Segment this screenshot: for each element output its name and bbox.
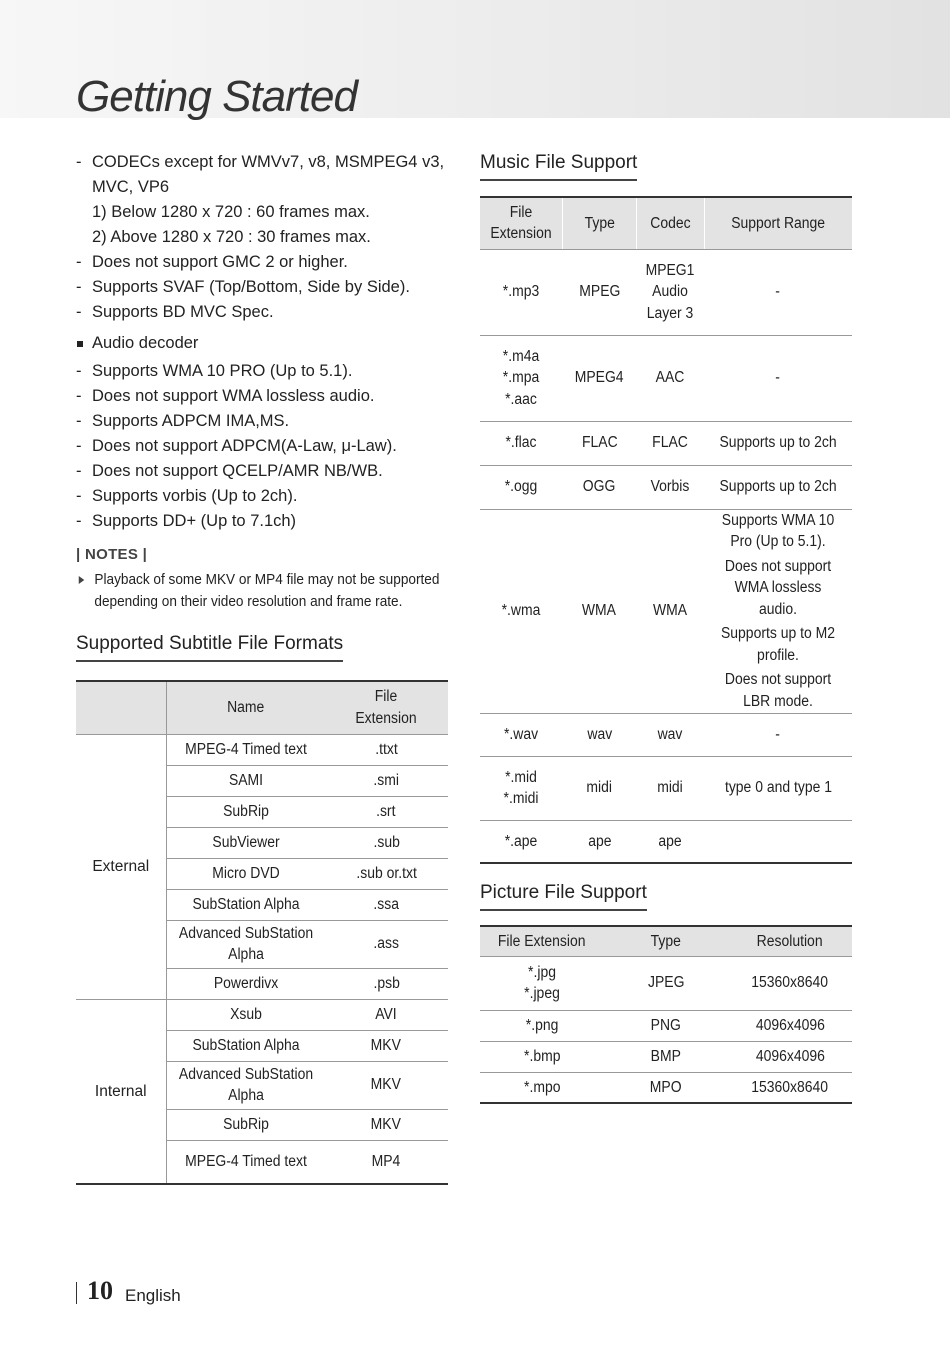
list-item: 2) Above 1280 x 720 : 30 frames max.	[92, 228, 371, 246]
table-row	[480, 335, 852, 421]
table-cell: MPEG-4 Timed text	[166, 1140, 325, 1184]
table-header: File Extension	[480, 926, 604, 956]
table-cell: 4096x4096	[728, 1041, 852, 1072]
table-cell: *.png	[480, 1010, 604, 1041]
table-cell: OGG	[562, 465, 636, 509]
table-header	[76, 681, 166, 734]
left-column	[76, 150, 448, 1185]
table-row	[480, 820, 852, 863]
table-cell: 15360x8640	[728, 1072, 852, 1103]
table-row	[480, 756, 852, 820]
table-cell: .ass	[325, 920, 449, 968]
list-item: - Does not support ADPCM(A-Law, μ-Law).	[76, 434, 448, 459]
table-cell: wav	[637, 713, 704, 756]
table-cell: .sub or.txt	[325, 858, 449, 889]
list-item: - Supports WMA 10 PRO (Up to 5.1).	[76, 359, 448, 384]
table-cell	[704, 713, 852, 756]
table-row	[480, 421, 852, 465]
table-cell: MP4	[325, 1140, 449, 1184]
table-row	[480, 1010, 852, 1041]
table-header: Codec	[637, 197, 704, 249]
table-cell	[704, 820, 852, 863]
list-item: - Supports SVAF (Top/Bottom, Side by Side).	[76, 275, 448, 300]
table-cell: *.ape	[480, 820, 562, 863]
table-cell: External	[76, 734, 166, 999]
table-cell: SubViewer	[166, 827, 325, 858]
audio-decoder-heading: Audio decoder	[76, 331, 448, 356]
picture-section-title: Picture File Support	[480, 882, 647, 911]
table-cell: Advanced SubStation Alpha	[166, 1061, 325, 1109]
table-header: Support Range	[704, 197, 852, 249]
right-column	[480, 150, 852, 1104]
list-item: - Does not support WMA lossless audio.	[76, 384, 448, 409]
note-item: Playback of some MKV or MP4 file may not be supported depending on their video resolution and frame rate.	[76, 569, 466, 613]
support-range-line: -	[775, 725, 781, 743]
table-cell: ape	[637, 820, 704, 863]
table-cell: BMP	[604, 1041, 728, 1072]
table-cell: FLAC	[637, 421, 704, 465]
table-cell: AAC	[637, 335, 704, 421]
table-cell	[704, 421, 852, 465]
picture-table	[480, 925, 852, 1104]
table-cell	[704, 509, 852, 713]
list-item: - CODECs except for WMVv7, v8, MSMPEG4 v3, MVC, VP6	[76, 150, 448, 200]
table-cell	[704, 756, 852, 820]
table-cell: Xsub	[166, 999, 325, 1030]
page-number: 10	[87, 1276, 113, 1305]
table-cell: SubStation Alpha	[166, 1030, 325, 1061]
support-range-line	[708, 831, 848, 853]
table-cell: .ssa	[325, 889, 449, 920]
page-title: Getting Started	[76, 72, 357, 121]
table-header: File Extension	[325, 681, 449, 734]
table-cell: MPEG	[562, 249, 636, 335]
table-cell: midi	[562, 756, 636, 820]
music-section-title: Music File Support	[480, 152, 637, 181]
table-row	[480, 956, 852, 1010]
table-row	[480, 465, 852, 509]
table-header: Resolution	[728, 926, 852, 956]
table-cell: *.jpg *.jpeg	[480, 956, 604, 1010]
table-cell: MPO	[604, 1072, 728, 1103]
table-cell: MKV	[325, 1061, 449, 1109]
table-cell: PNG	[604, 1010, 728, 1041]
table-cell: midi	[637, 756, 704, 820]
table-cell: Advanced SubStation Alpha	[166, 920, 325, 968]
table-cell: WMA	[637, 509, 704, 713]
table-row	[480, 509, 852, 713]
support-range-line: Supports WMA 10 Pro (Up to 5.1).	[721, 511, 835, 551]
table-cell: wav	[562, 713, 636, 756]
table-cell: *.mid *.midi	[480, 756, 562, 820]
table-cell: *.wav	[480, 713, 562, 756]
table-row	[480, 1041, 852, 1072]
table-cell: .smi	[325, 765, 449, 796]
table-cell: 4096x4096	[728, 1010, 852, 1041]
footer-divider	[76, 1282, 77, 1304]
table-cell: WMA	[562, 509, 636, 713]
list-item: - Supports ADPCM IMA,MS.	[76, 409, 448, 434]
list-item: - Supports vorbis (Up to 2ch).	[76, 484, 448, 509]
table-cell: MKV	[325, 1030, 449, 1061]
table-header: File Extension	[480, 197, 562, 249]
table-cell: MPEG1 Audio Layer 3	[637, 249, 704, 335]
table-cell: SubRip	[166, 1109, 325, 1140]
list-item: - Supports DD+ (Up to 7.1ch)	[76, 509, 448, 534]
table-header: Type	[604, 926, 728, 956]
table-row	[480, 249, 852, 335]
table-cell: .psb	[325, 968, 449, 999]
support-range-line: Supports up to 2ch	[719, 434, 837, 452]
table-cell: .sub	[325, 827, 449, 858]
support-range-line: -	[775, 283, 781, 301]
support-range-line: Does not support WMA lossless audio.	[724, 557, 832, 618]
list-item: - Does not support GMC 2 or higher.	[76, 250, 448, 275]
table-cell: *.m4a *.mpa *.aac	[480, 335, 562, 421]
table-cell	[704, 249, 852, 335]
table-cell: *.mpo	[480, 1072, 604, 1103]
table-cell: *.bmp	[480, 1041, 604, 1072]
table-cell: MPEG4	[562, 335, 636, 421]
table-cell	[704, 335, 852, 421]
table-cell: .srt	[325, 796, 449, 827]
table-row	[480, 713, 852, 756]
table-cell: ape	[562, 820, 636, 863]
video-notes-list	[76, 150, 448, 325]
list-item: - Supports BD MVC Spec.	[76, 300, 448, 325]
page-language: English	[125, 1286, 181, 1305]
table-row	[76, 734, 448, 765]
support-range-line: type 0 and type 1	[724, 779, 832, 797]
table-cell: *.mp3	[480, 249, 562, 335]
support-range-line: Supports up to M2 profile.	[720, 625, 835, 664]
list-item: 1) Below 1280 x 720 : 60 frames max.	[92, 203, 370, 221]
table-cell: .ttxt	[325, 734, 449, 765]
table-cell: Internal	[76, 999, 166, 1184]
table-cell: MPEG-4 Timed text	[166, 734, 325, 765]
table-cell: *.ogg	[480, 465, 562, 509]
subtitle-table	[76, 680, 448, 1185]
list-item: - Does not support QCELP/AMR NB/WB.	[76, 459, 448, 484]
table-cell: MKV	[325, 1109, 449, 1140]
subtitle-section-title: Supported Subtitle File Formats	[76, 633, 343, 662]
table-cell: SubRip	[166, 796, 325, 827]
support-range-line: Supports up to 2ch	[719, 478, 837, 496]
table-row	[76, 999, 448, 1030]
table-cell: Vorbis	[637, 465, 704, 509]
audio-decoder-list	[76, 359, 448, 534]
table-cell: *.flac	[480, 421, 562, 465]
notes-title: | NOTES |	[76, 546, 148, 563]
table-header: Type	[562, 197, 636, 249]
table-cell: Powerdivx	[166, 968, 325, 999]
table-header: Name	[166, 681, 325, 734]
table-row	[480, 1072, 852, 1103]
music-table	[480, 196, 852, 864]
support-range-line: Does not support LBR mode.	[724, 671, 832, 710]
table-cell: 15360x8640	[728, 956, 852, 1010]
table-cell	[704, 465, 852, 509]
table-cell: Micro DVD	[166, 858, 325, 889]
table-cell: JPEG	[604, 956, 728, 1010]
table-cell: SubStation Alpha	[166, 889, 325, 920]
table-cell: SAMI	[166, 765, 325, 796]
table-cell: FLAC	[562, 421, 636, 465]
table-cell: AVI	[325, 999, 449, 1030]
support-range-line: -	[775, 369, 781, 387]
table-cell: *.wma	[480, 509, 562, 713]
